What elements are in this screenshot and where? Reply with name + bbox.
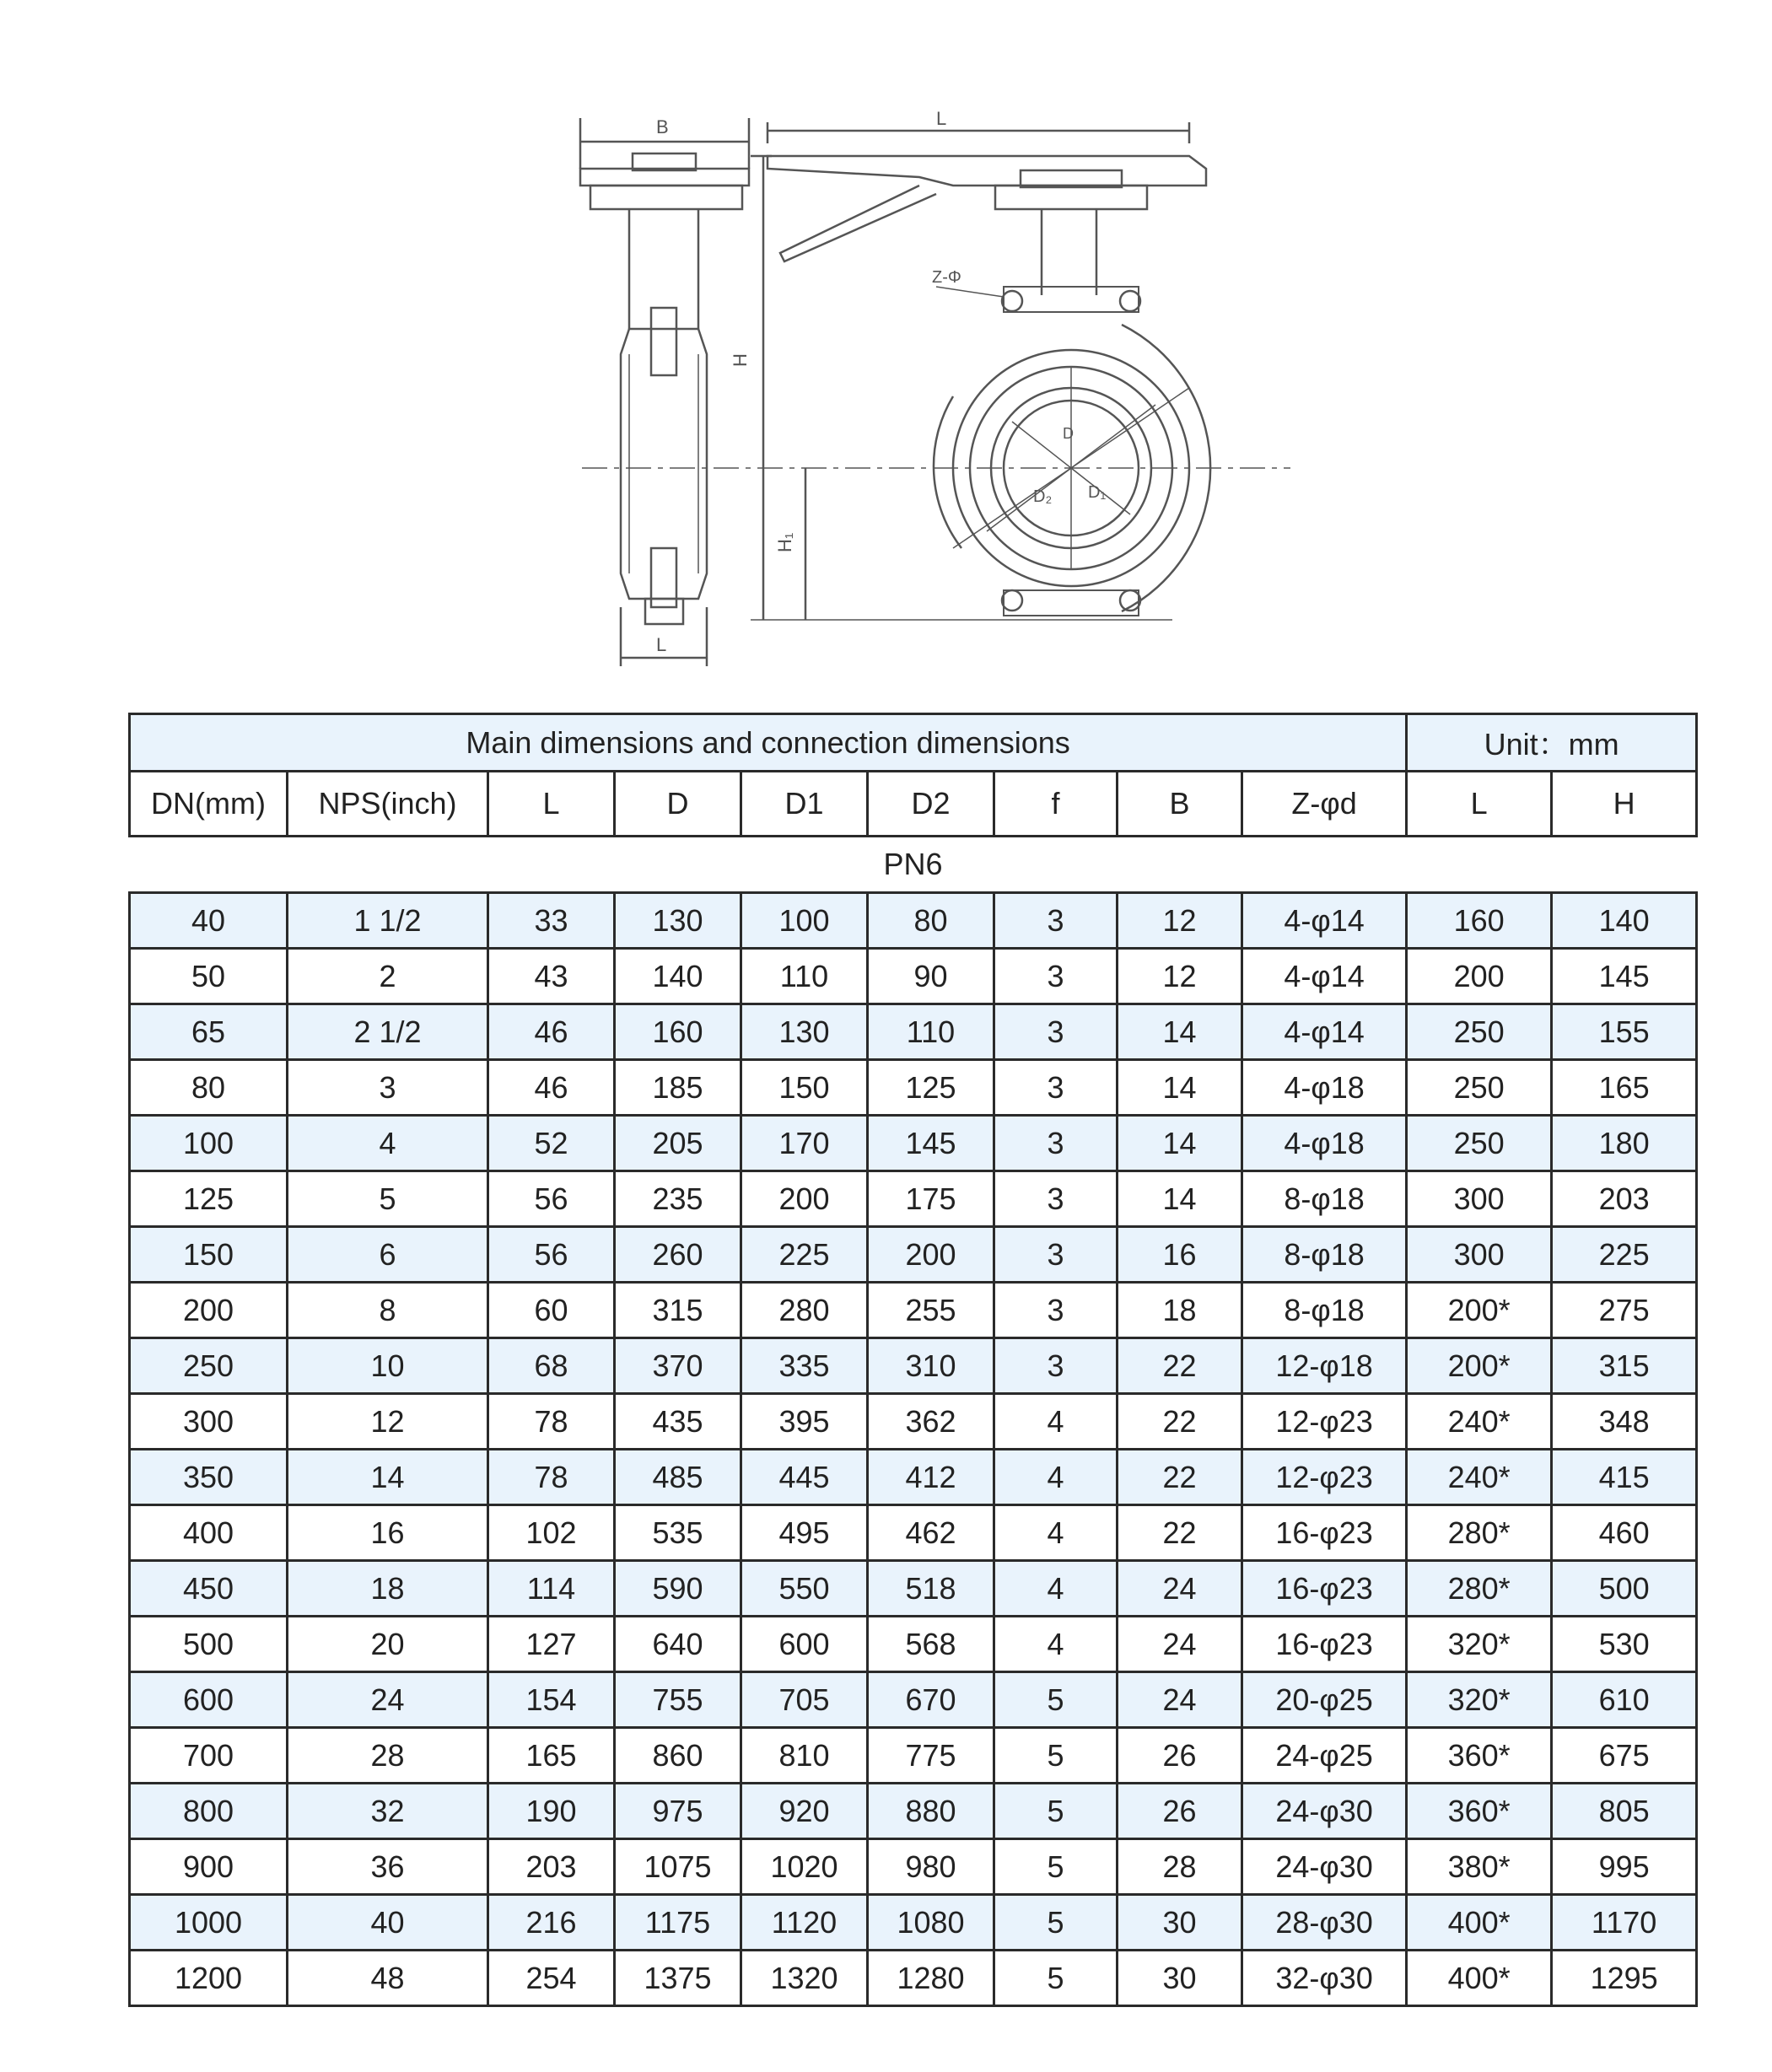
cell-z-phi-d: 4-φ14 (1242, 949, 1407, 1004)
cell-f: 5 (994, 1784, 1118, 1839)
cell-l: 46 (488, 1060, 615, 1116)
table-caption: Main dimensions and connection dimensions (130, 714, 1407, 772)
header-handle-l: L (1407, 772, 1552, 837)
cell-d2: 125 (868, 1060, 994, 1116)
cell-nps: 5 (288, 1171, 488, 1227)
cell-d: 160 (615, 1004, 741, 1060)
cell-d: 485 (615, 1450, 741, 1505)
cell-h: 180 (1552, 1116, 1697, 1171)
cell-h: 530 (1552, 1617, 1697, 1672)
cell-handle-l: 360* (1407, 1784, 1552, 1839)
header-z-phi-d: Z-φd (1242, 772, 1407, 837)
cell-dn: 65 (130, 1004, 288, 1060)
cell-f: 4 (994, 1450, 1118, 1505)
cell-d1: 395 (741, 1394, 868, 1450)
cell-dn: 100 (130, 1116, 288, 1171)
cell-l: 46 (488, 1004, 615, 1060)
cell-l: 154 (488, 1672, 615, 1728)
cell-z-phi-d: 16-φ23 (1242, 1561, 1407, 1617)
cell-d: 1175 (615, 1895, 741, 1951)
cell-d2: 110 (868, 1004, 994, 1060)
cell-z-phi-d: 4-φ14 (1242, 1004, 1407, 1060)
cell-h: 225 (1552, 1227, 1697, 1283)
cell-l: 203 (488, 1839, 615, 1895)
cell-dn: 40 (130, 893, 288, 949)
cell-nps: 8 (288, 1283, 488, 1338)
cell-h: 610 (1552, 1672, 1697, 1728)
cell-z-phi-d: 28-φ30 (1242, 1895, 1407, 1951)
cell-d2: 310 (868, 1338, 994, 1394)
cell-f: 3 (994, 1171, 1118, 1227)
cell-f: 4 (994, 1617, 1118, 1672)
cell-d: 140 (615, 949, 741, 1004)
dimension-table (128, 713, 1698, 2007)
cell-h: 315 (1552, 1338, 1697, 1394)
cell-d2: 1080 (868, 1895, 994, 1951)
header-f: f (994, 772, 1118, 837)
cell-z-phi-d: 8-φ18 (1242, 1171, 1407, 1227)
cell-z-phi-d: 24-φ30 (1242, 1839, 1407, 1895)
cell-f: 4 (994, 1394, 1118, 1450)
cell-b: 12 (1118, 949, 1242, 1004)
cell-d: 185 (615, 1060, 741, 1116)
cell-h: 415 (1552, 1450, 1697, 1505)
cell-dn: 150 (130, 1227, 288, 1283)
header-d1: D1 (741, 772, 868, 837)
table-section-label: PN6 (130, 837, 1697, 893)
cell-b: 30 (1118, 1951, 1242, 2006)
cell-b: 30 (1118, 1895, 1242, 1951)
cell-d2: 518 (868, 1561, 994, 1617)
cell-h: 155 (1552, 1004, 1697, 1060)
table-row (130, 1171, 1697, 1227)
valve-technical-drawing (481, 76, 1290, 683)
cell-handle-l: 250 (1407, 1060, 1552, 1116)
cell-d: 315 (615, 1283, 741, 1338)
cell-nps: 10 (288, 1338, 488, 1394)
cell-h: 275 (1552, 1283, 1697, 1338)
cell-d1: 225 (741, 1227, 868, 1283)
dim-label-l-top: L (936, 108, 947, 129)
cell-d1: 705 (741, 1672, 868, 1728)
cell-dn: 450 (130, 1561, 288, 1617)
dim-label-d2: D₂ (1033, 487, 1053, 506)
cell-l: 56 (488, 1171, 615, 1227)
cell-h: 805 (1552, 1784, 1697, 1839)
cell-h: 1170 (1552, 1895, 1697, 1951)
cell-b: 24 (1118, 1672, 1242, 1728)
cell-d1: 280 (741, 1283, 868, 1338)
cell-dn: 125 (130, 1171, 288, 1227)
dim-label-h1: H₁ (774, 532, 795, 552)
cell-d: 535 (615, 1505, 741, 1561)
cell-z-phi-d: 16-φ23 (1242, 1505, 1407, 1561)
cell-l: 216 (488, 1895, 615, 1951)
cell-h: 145 (1552, 949, 1697, 1004)
cell-f: 3 (994, 1060, 1118, 1116)
cell-b: 22 (1118, 1394, 1242, 1450)
table-row (130, 1116, 1697, 1171)
cell-l: 127 (488, 1617, 615, 1672)
valve-drawing-svg (481, 76, 1290, 683)
cell-handle-l: 320* (1407, 1617, 1552, 1672)
cell-h: 500 (1552, 1561, 1697, 1617)
table-row (130, 1283, 1697, 1338)
cell-handle-l: 200* (1407, 1283, 1552, 1338)
cell-d1: 110 (741, 949, 868, 1004)
cell-d: 370 (615, 1338, 741, 1394)
cell-l: 102 (488, 1505, 615, 1561)
cell-z-phi-d: 24-φ30 (1242, 1784, 1407, 1839)
cell-z-phi-d: 8-φ18 (1242, 1227, 1407, 1283)
cell-l: 78 (488, 1450, 615, 1505)
cell-f: 3 (994, 1338, 1118, 1394)
cell-handle-l: 400* (1407, 1951, 1552, 2006)
cell-d2: 412 (868, 1450, 994, 1505)
header-d2: D2 (868, 772, 994, 837)
cell-f: 5 (994, 1839, 1118, 1895)
cell-f: 4 (994, 1561, 1118, 1617)
cell-handle-l: 300 (1407, 1227, 1552, 1283)
cell-d1: 600 (741, 1617, 868, 1672)
cell-d: 130 (615, 893, 741, 949)
cell-d2: 255 (868, 1283, 994, 1338)
cell-handle-l: 360* (1407, 1728, 1552, 1784)
cell-f: 5 (994, 1728, 1118, 1784)
table-row (130, 1505, 1697, 1561)
cell-dn: 80 (130, 1060, 288, 1116)
cell-dn: 900 (130, 1839, 288, 1895)
dim-label-l-bottom: L (656, 634, 667, 655)
header-b: B (1118, 772, 1242, 837)
cell-nps: 3 (288, 1060, 488, 1116)
cell-l: 33 (488, 893, 615, 949)
cell-b: 26 (1118, 1728, 1242, 1784)
dim-label-d1: D₁ (1088, 483, 1107, 502)
cell-d2: 980 (868, 1839, 994, 1895)
cell-f: 3 (994, 1004, 1118, 1060)
cell-dn: 300 (130, 1394, 288, 1450)
cell-b: 14 (1118, 1171, 1242, 1227)
cell-f: 3 (994, 1227, 1118, 1283)
cell-dn: 350 (130, 1450, 288, 1505)
cell-f: 3 (994, 893, 1118, 949)
header-dn: DN(mm) (130, 772, 288, 837)
cell-d1: 1320 (741, 1951, 868, 2006)
cell-handle-l: 160 (1407, 893, 1552, 949)
table-row (130, 893, 1697, 949)
cell-d1: 200 (741, 1171, 868, 1227)
table-row (130, 1784, 1697, 1839)
table-row (130, 1672, 1697, 1728)
table-row (130, 1060, 1697, 1116)
cell-h: 460 (1552, 1505, 1697, 1561)
cell-z-phi-d: 20-φ25 (1242, 1672, 1407, 1728)
header-h: H (1552, 772, 1697, 837)
cell-h: 675 (1552, 1728, 1697, 1784)
cell-nps: 48 (288, 1951, 488, 2006)
cell-handle-l: 200* (1407, 1338, 1552, 1394)
cell-d1: 100 (741, 893, 868, 949)
cell-handle-l: 300 (1407, 1171, 1552, 1227)
cell-b: 22 (1118, 1505, 1242, 1561)
cell-f: 4 (994, 1505, 1118, 1561)
cell-l: 190 (488, 1784, 615, 1839)
cell-l: 78 (488, 1394, 615, 1450)
cell-d1: 445 (741, 1450, 868, 1505)
table-header-row (130, 772, 1697, 837)
cell-d2: 362 (868, 1394, 994, 1450)
table-row (130, 1839, 1697, 1895)
cell-d1: 810 (741, 1728, 868, 1784)
cell-b: 16 (1118, 1227, 1242, 1283)
cell-handle-l: 250 (1407, 1004, 1552, 1060)
cell-f: 5 (994, 1895, 1118, 1951)
cell-nps: 20 (288, 1617, 488, 1672)
cell-h: 165 (1552, 1060, 1697, 1116)
table-caption-row (130, 714, 1697, 772)
cell-handle-l: 280* (1407, 1561, 1552, 1617)
cell-handle-l: 320* (1407, 1672, 1552, 1728)
cell-handle-l: 400* (1407, 1895, 1552, 1951)
cell-h: 203 (1552, 1171, 1697, 1227)
cell-d1: 150 (741, 1060, 868, 1116)
cell-nps: 40 (288, 1895, 488, 1951)
cell-b: 14 (1118, 1060, 1242, 1116)
cell-d: 975 (615, 1784, 741, 1839)
cell-f: 5 (994, 1951, 1118, 2006)
cell-d1: 1120 (741, 1895, 868, 1951)
cell-d: 435 (615, 1394, 741, 1450)
cell-nps: 36 (288, 1839, 488, 1895)
cell-nps: 12 (288, 1394, 488, 1450)
cell-l: 60 (488, 1283, 615, 1338)
cell-d: 860 (615, 1728, 741, 1784)
cell-h: 140 (1552, 893, 1697, 949)
cell-d: 755 (615, 1672, 741, 1728)
table-row (130, 1728, 1697, 1784)
cell-handle-l: 240* (1407, 1450, 1552, 1505)
table-row (130, 1895, 1697, 1951)
cell-z-phi-d: 12-φ23 (1242, 1394, 1407, 1450)
dim-label-b: B (656, 116, 669, 137)
cell-z-phi-d: 4-φ14 (1242, 893, 1407, 949)
cell-l: 165 (488, 1728, 615, 1784)
cell-d1: 550 (741, 1561, 868, 1617)
cell-d: 1375 (615, 1951, 741, 2006)
cell-b: 18 (1118, 1283, 1242, 1338)
cell-nps: 16 (288, 1505, 488, 1561)
cell-f: 3 (994, 1283, 1118, 1338)
cell-d2: 1280 (868, 1951, 994, 2006)
cell-dn: 700 (130, 1728, 288, 1784)
table-row (130, 1450, 1697, 1505)
cell-dn: 400 (130, 1505, 288, 1561)
cell-dn: 1000 (130, 1895, 288, 1951)
cell-d2: 80 (868, 893, 994, 949)
cell-d: 205 (615, 1116, 741, 1171)
cell-d2: 145 (868, 1116, 994, 1171)
table-section-row (130, 837, 1697, 893)
cell-dn: 800 (130, 1784, 288, 1839)
table-row (130, 1561, 1697, 1617)
dim-label-h: H (730, 353, 751, 367)
table-row (130, 1951, 1697, 2006)
cell-d2: 462 (868, 1505, 994, 1561)
cell-dn: 500 (130, 1617, 288, 1672)
cell-z-phi-d: 32-φ30 (1242, 1951, 1407, 2006)
cell-d1: 920 (741, 1784, 868, 1839)
table-row (130, 1004, 1697, 1060)
cell-dn: 1200 (130, 1951, 288, 2006)
cell-l: 43 (488, 949, 615, 1004)
cell-z-phi-d: 4-φ18 (1242, 1060, 1407, 1116)
cell-d2: 880 (868, 1784, 994, 1839)
cell-handle-l: 280* (1407, 1505, 1552, 1561)
cell-d1: 1020 (741, 1839, 868, 1895)
cell-dn: 200 (130, 1283, 288, 1338)
cell-d1: 495 (741, 1505, 868, 1561)
dim-label-d: D (1063, 425, 1074, 442)
cell-d2: 200 (868, 1227, 994, 1283)
cell-f: 5 (994, 1672, 1118, 1728)
header-nps: NPS(inch) (288, 772, 488, 837)
cell-dn: 250 (130, 1338, 288, 1394)
cell-d: 640 (615, 1617, 741, 1672)
cell-nps: 2 (288, 949, 488, 1004)
cell-b: 28 (1118, 1839, 1242, 1895)
cell-nps: 18 (288, 1561, 488, 1617)
cell-handle-l: 200 (1407, 949, 1552, 1004)
cell-h: 348 (1552, 1394, 1697, 1450)
cell-nps: 24 (288, 1672, 488, 1728)
cell-d2: 175 (868, 1171, 994, 1227)
cell-d1: 170 (741, 1116, 868, 1171)
cell-h: 995 (1552, 1839, 1697, 1895)
cell-handle-l: 380* (1407, 1839, 1552, 1895)
cell-nps: 32 (288, 1784, 488, 1839)
header-l: L (488, 772, 615, 837)
cell-nps: 6 (288, 1227, 488, 1283)
cell-b: 26 (1118, 1784, 1242, 1839)
cell-b: 14 (1118, 1004, 1242, 1060)
cell-b: 24 (1118, 1561, 1242, 1617)
dim-label-z-phi: Z-Φ (932, 268, 961, 287)
cell-l: 56 (488, 1227, 615, 1283)
cell-f: 3 (994, 949, 1118, 1004)
cell-nps: 2 1/2 (288, 1004, 488, 1060)
table-row (130, 1338, 1697, 1394)
table-row (130, 1394, 1697, 1450)
cell-b: 12 (1118, 893, 1242, 949)
table-unit: Unit：mm (1407, 714, 1697, 772)
cell-l: 114 (488, 1561, 615, 1617)
cell-b: 14 (1118, 1116, 1242, 1171)
cell-d2: 670 (868, 1672, 994, 1728)
cell-l: 68 (488, 1338, 615, 1394)
cell-b: 22 (1118, 1450, 1242, 1505)
cell-z-phi-d: 24-φ25 (1242, 1728, 1407, 1784)
header-d: D (615, 772, 741, 837)
table-row (130, 949, 1697, 1004)
cell-d1: 130 (741, 1004, 868, 1060)
cell-d: 590 (615, 1561, 741, 1617)
cell-handle-l: 250 (1407, 1116, 1552, 1171)
cell-nps: 14 (288, 1450, 488, 1505)
cell-nps: 28 (288, 1728, 488, 1784)
cell-l: 254 (488, 1951, 615, 2006)
cell-h: 1295 (1552, 1951, 1697, 2006)
cell-d: 260 (615, 1227, 741, 1283)
cell-b: 24 (1118, 1617, 1242, 1672)
cell-d1: 335 (741, 1338, 868, 1394)
table-row (130, 1227, 1697, 1283)
cell-z-phi-d: 4-φ18 (1242, 1116, 1407, 1171)
cell-d: 235 (615, 1171, 741, 1227)
cell-d2: 568 (868, 1617, 994, 1672)
cell-d: 1075 (615, 1839, 741, 1895)
cell-nps: 1 1/2 (288, 893, 488, 949)
cell-dn: 50 (130, 949, 288, 1004)
cell-handle-l: 240* (1407, 1394, 1552, 1450)
cell-nps: 4 (288, 1116, 488, 1171)
cell-f: 3 (994, 1116, 1118, 1171)
dimension-table-body (130, 714, 1697, 2006)
cell-dn: 600 (130, 1672, 288, 1728)
cell-z-phi-d: 16-φ23 (1242, 1617, 1407, 1672)
cell-b: 22 (1118, 1338, 1242, 1394)
table-row (130, 1617, 1697, 1672)
cell-z-phi-d: 12-φ23 (1242, 1450, 1407, 1505)
cell-d2: 90 (868, 949, 994, 1004)
cell-d2: 775 (868, 1728, 994, 1784)
cell-l: 52 (488, 1116, 615, 1171)
cell-z-phi-d: 12-φ18 (1242, 1338, 1407, 1394)
cell-z-phi-d: 8-φ18 (1242, 1283, 1407, 1338)
